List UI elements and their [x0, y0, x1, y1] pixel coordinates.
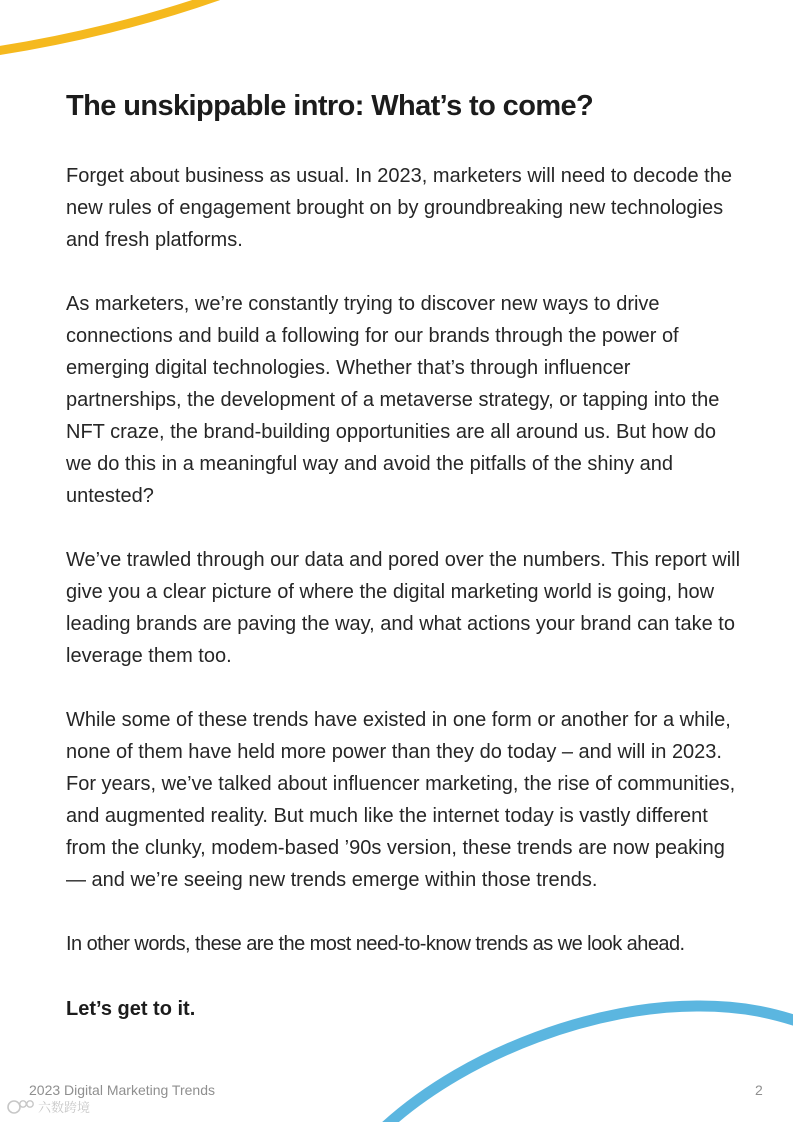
footer-title: 2023 Digital Marketing Trends	[29, 1082, 215, 1098]
yellow-curve-decoration	[0, 0, 218, 52]
intro-paragraph-5: In other words, these are the most need-to-know trends as we look ahead.	[66, 933, 685, 955]
intro-paragraph-3: We’ve trawled through our data and pored over the numbers. This report will give you a clear picture of where the digital marketing world is going, how leading brands are paving the way, and what actions your brand can take to leverage them too.	[66, 549, 741, 667]
svg-text:六数跨境: 六数跨境	[38, 1101, 91, 1116]
page-number: 2	[755, 1082, 763, 1098]
watermark-logo	[6, 1096, 106, 1118]
intro-paragraph-2: As marketers, we’re constantly trying to discover new ways to drive connections and build a following for our brands through the power of emerging digital technologies. Whether that’s through influencer partnerships, the development of a metaverse strategy, or tapping into the NFT craze, the brand-building opportunities are all around us. But how do we do this in a meaningful way and avoid the pitfalls of the shiny and untested?	[66, 293, 720, 507]
closing-line: Let’s get to it.	[66, 998, 196, 1020]
intro-paragraph-1: Forget about business as usual. In 2023, marketers will need to decode the new rules of engagement brought on by groundbreaking new technologies and fresh platforms.	[66, 165, 732, 251]
intro-paragraph-4: While some of these trends have existed in one form or another for a while, none of them have held more power than they do today – and will in 2023. For years, we’ve talked about influencer marketing, the rise of communities, and augmented reality. But much like the internet today is vastly different from the clunky, modem-based ’90s version, these trends are now peaking — and we’re seeing new trends emerge within those trends.	[66, 709, 736, 891]
page-content	[66, 86, 746, 1045]
page-title: The unskippable intro: What’s to come?	[66, 90, 594, 122]
